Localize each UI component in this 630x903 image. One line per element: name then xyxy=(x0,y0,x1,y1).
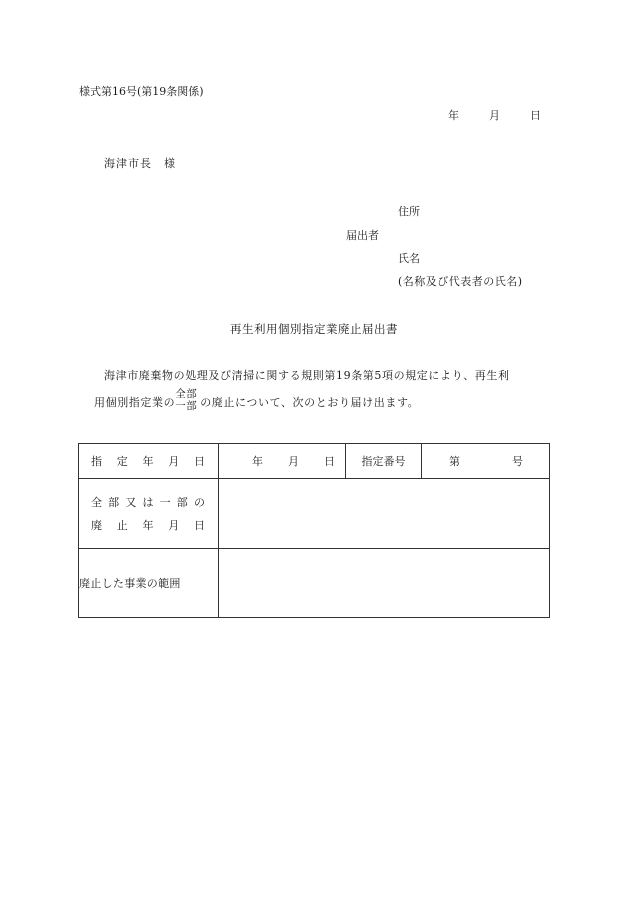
label-char: 日 xyxy=(194,455,205,468)
info-table xyxy=(78,443,550,618)
body-text-line1: 海津市廃棄物の処理及び清掃に関する規則第19条第5項の規定により、再生利 xyxy=(104,369,510,382)
abolition-date-field[interactable] xyxy=(219,479,550,549)
designation-date-field[interactable] xyxy=(219,444,346,479)
notifier-label: 届出者 xyxy=(346,229,379,242)
label-char: 指 xyxy=(91,455,102,468)
label-char: の xyxy=(193,495,205,509)
name-label: 氏名 xyxy=(398,252,420,265)
body-text-pre: 用個別指定業の xyxy=(94,396,176,409)
designation-date-label xyxy=(79,444,219,479)
date-month-label: 月 xyxy=(489,109,500,122)
label-char: 月 xyxy=(168,518,180,532)
choice-part: 一部 xyxy=(175,400,198,412)
designation-number-field[interactable] xyxy=(422,444,550,479)
label-char: 全 xyxy=(91,495,102,509)
document-title: 再生利用個別指定業廃止届出書 xyxy=(230,322,398,336)
label-char: 年 xyxy=(142,455,154,468)
label-char: 部 xyxy=(108,495,120,509)
submission-date xyxy=(448,107,541,123)
date-month-unit: 月 xyxy=(288,455,299,468)
address-label: 住所 xyxy=(398,205,420,218)
label-char: 一 xyxy=(159,495,171,509)
date-day-unit: 日 xyxy=(324,455,335,468)
abolished-scope-field[interactable] xyxy=(219,549,550,618)
body-text-line2 xyxy=(94,388,420,415)
label-char: 止 xyxy=(116,518,128,532)
all-or-part-choice xyxy=(175,389,200,413)
table-row-scope xyxy=(79,549,550,618)
designation-number-label: 指定番号 xyxy=(346,444,422,479)
form-number: 様式第16号(第19条関係) xyxy=(79,85,204,98)
table-row-abolition-date xyxy=(79,479,550,549)
name-note: (名称及び代表者の氏名) xyxy=(398,275,523,288)
date-day-label: 日 xyxy=(530,109,541,122)
table-row-designation xyxy=(79,444,550,479)
label-char: は xyxy=(142,495,154,509)
date-year-unit: 年 xyxy=(252,455,263,468)
label-char: 年 xyxy=(142,518,154,532)
choice-all: 全部 xyxy=(175,388,198,400)
body-text-post: の廃止について、次のとおり届け出ます。 xyxy=(200,396,420,409)
addressee: 海津市長 様 xyxy=(104,157,176,170)
abolished-scope-label: 廃止した事業の範囲 xyxy=(79,549,219,618)
label-char: 又 xyxy=(125,495,137,509)
label-char: 日 xyxy=(194,518,205,532)
label-char: 定 xyxy=(116,455,128,468)
label-char: 部 xyxy=(176,495,188,509)
date-year-label: 年 xyxy=(448,109,459,122)
label-char: 廃 xyxy=(91,518,102,532)
label-char: 月 xyxy=(168,455,180,468)
abolition-date-label xyxy=(79,479,219,549)
number-prefix: 第 xyxy=(449,455,460,468)
number-suffix: 号 xyxy=(512,455,523,468)
